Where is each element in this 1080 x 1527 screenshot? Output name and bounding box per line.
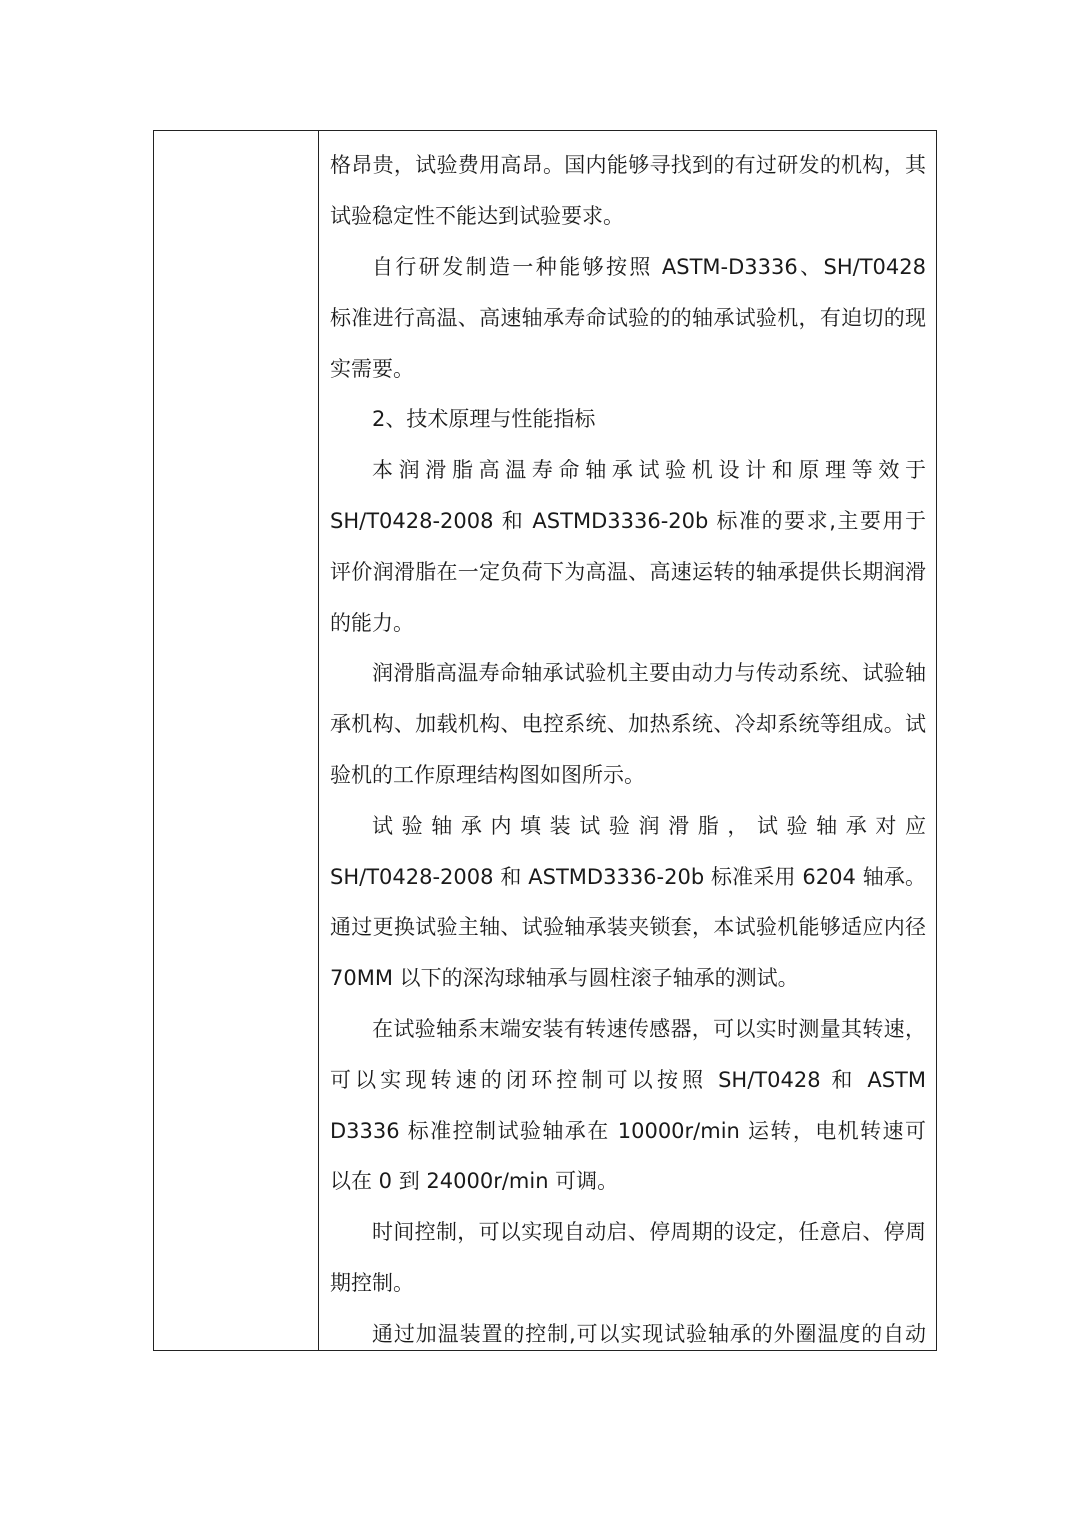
text-line: SH/T0428-2008 和 ASTMD3336-20b 标准采用 6204 轴承。 — [330, 865, 926, 889]
text-line: 标准进行高温、高速轴承寿命试验的的轴承试验机，有迫切的现 — [330, 306, 926, 330]
text-line: 的能力。 — [330, 611, 414, 635]
section-heading: 2、技术原理与性能指标 — [372, 407, 596, 431]
text-line: 润滑脂高温寿命轴承试验机主要由动力与传动系统、试验轴 — [372, 661, 926, 685]
text-line: 试验轴承内填装试验润滑脂，试验轴承对应 — [372, 814, 926, 838]
table-left-cell — [154, 131, 319, 1350]
text-line: 可以实现转速的闭环控制可以按照 SH/T0428 和 ASTM — [330, 1068, 926, 1092]
text-line: 试验稳定性不能达到试验要求。 — [330, 204, 624, 228]
text-line: 自行研发制造一种能够按照 ASTM-D3336、SH/T0428 — [372, 255, 926, 279]
text-line: 本润滑脂高温寿命轴承试验机设计和原理等效于 — [372, 458, 926, 482]
text-line: 格昂贵，试验费用高昂。国内能够寻找到的有过研发的机构，其 — [330, 153, 926, 177]
text-line: 实需要。 — [330, 357, 414, 381]
text-line: 评价润滑脂在一定负荷下为高温、高速运转的轴承提供长期润滑 — [330, 560, 926, 584]
text-line: 期控制。 — [330, 1271, 414, 1295]
text-line: SH/T0428-2008 和 ASTMD3336-20b 标准的要求,主要用于 — [330, 509, 926, 533]
text-line: 时间控制，可以实现自动启、停周期的设定，任意启、停周 — [372, 1220, 926, 1244]
text-line: D3336 标准控制试验轴承在 10000r/min 运转，电机转速可 — [330, 1119, 926, 1143]
text-line: 验机的工作原理结构图如图所示。 — [330, 763, 645, 787]
text-line: 通过更换试验主轴、试验轴承装夹锁套，本试验机能够适应内径 — [330, 915, 926, 939]
text-line: 通过加温装置的控制,可以实现试验轴承的外圈温度的自动 — [372, 1322, 926, 1346]
document-table — [153, 130, 937, 1351]
text-line: 在试验轴系末端安装有转速传感器，可以实时测量其转速， — [372, 1017, 926, 1041]
text-line: 承机构、加载机构、电控系统、加热系统、冷却系统等组成。试 — [330, 712, 926, 736]
text-line: 70MM 以下的深沟球轴承与圆柱滚子轴承的测试。 — [330, 966, 799, 990]
text-line: 以在 0 到 24000r/min 可调。 — [330, 1169, 619, 1193]
table-right-cell — [319, 131, 936, 1350]
